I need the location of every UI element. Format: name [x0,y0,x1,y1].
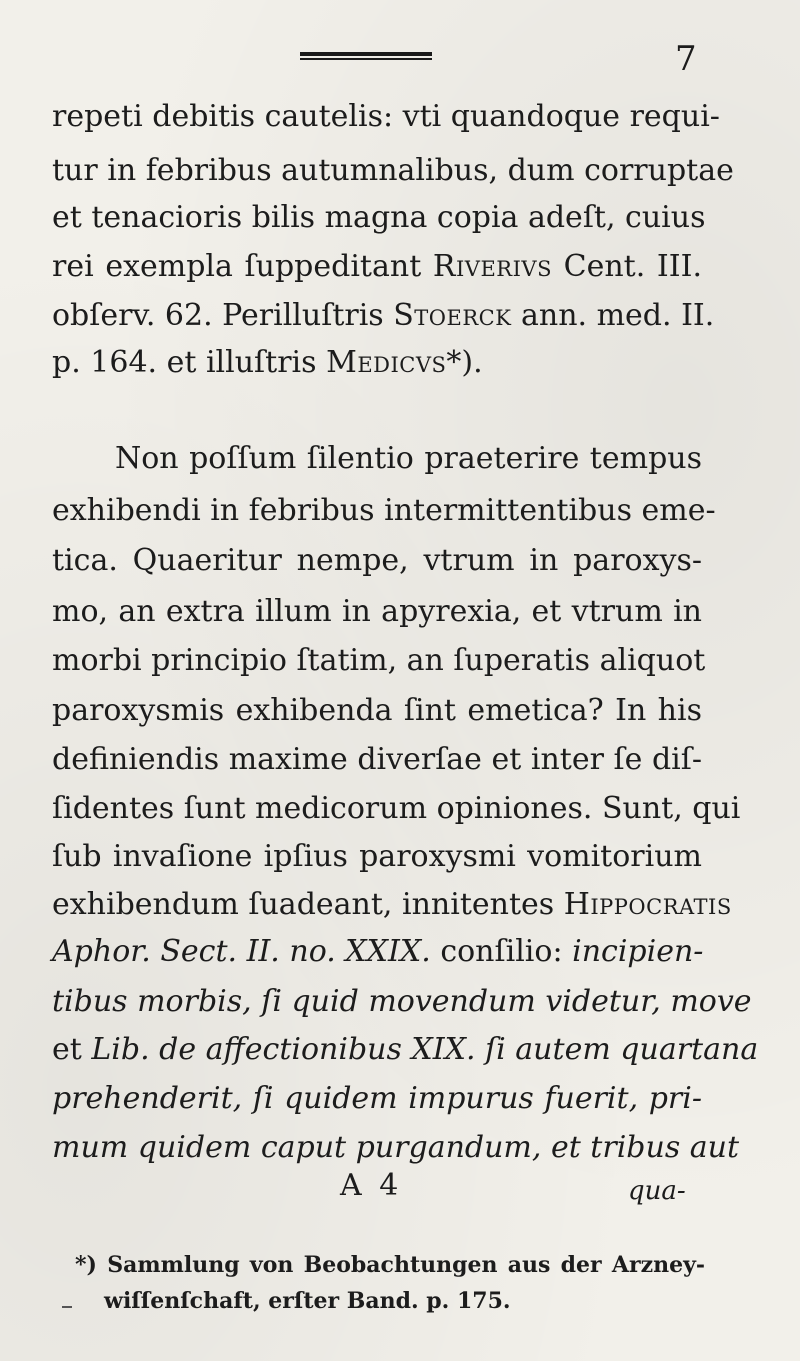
text-line: tur in febribus autumnalibus, dum corruptae [52,153,734,188]
text-line: exhibendi in febribus intermittentibus eme- [52,493,716,528]
footnote-line: wiſſenſchaft, erſter Band. p. 175. [104,1288,511,1314]
text-line: morbi principio ſtatim, an ſuperatis aliquot [52,643,706,678]
footnote-line: *) Sammlung von Beobachtungen aus der Arzney- [75,1252,705,1278]
catchword: qua- [628,1176,686,1206]
text-line [52,249,702,284]
signature-mark: A 4 [340,1168,399,1203]
text-span: rei exempla ſuppeditant [52,249,422,284]
text-line: definiendis maxime diverſae et inter ſe diſ- [52,742,702,777]
quotation: mum quidem caput purgandum, [52,1130,542,1165]
text-span: obſerv. 62. Perilluſtris [52,298,384,333]
text-span: p. 164. et illuſtris [52,345,317,380]
quotation: et tribus aut [550,1130,740,1165]
author-name: Riverivs [432,249,552,284]
text-line: ſidentes ſunt medicorum opiniones. Sunt, qui [52,791,741,826]
page-number: 7 [675,39,697,79]
text-line: prehenderit, ſi quidem impurus fuerit, pri- [52,1081,702,1116]
margin-dash [62,1306,72,1308]
text-span: conſilio: [440,934,563,969]
text-line: paroxysmis exhibenda ſint emetica? In his [52,693,702,728]
text-line: Non poſſum ſilentio praeterire tempus [115,441,702,476]
header-double-rule [300,52,432,62]
text-line [52,934,704,969]
text-line: ſub invaſione ipſius paroxysmi vomitorium [52,839,702,874]
text-line [52,345,702,380]
author-name: Hippocratis [563,887,732,922]
text-span: Cent. III. [563,249,702,284]
quotation: incipien- [572,934,704,969]
citation: Lib. de affectionibus XIX. ſi autem quartana [91,1032,759,1067]
text-span: ann. med. II. [520,298,715,333]
author-name: Medicvs [326,345,447,380]
text-line: et tenacioris bilis magna copia adeſt, cuius [52,200,706,235]
text-line: repeti debitis cautelis: vti quandoque requi- [52,99,720,134]
text-line [52,1130,740,1165]
text-line: tica. Quaeritur nempe, vtrum in paroxys- [52,543,702,578]
text-line [52,887,732,922]
author-name: Stoerck [393,298,512,333]
footnote-marker: *). [446,345,483,380]
text-line: tibus morbis, ſi quid movendum videtur, move [52,984,752,1019]
text-span: exhibendum ſuadeant, innitentes [52,887,555,922]
text-line [52,298,715,333]
text-line: mo, an extra illum in apyrexia, et vtrum in [52,594,702,629]
citation: Aphor. Sect. II. no. XXIX. [52,934,431,969]
text-line [52,1032,759,1067]
text-span: et [52,1032,82,1067]
